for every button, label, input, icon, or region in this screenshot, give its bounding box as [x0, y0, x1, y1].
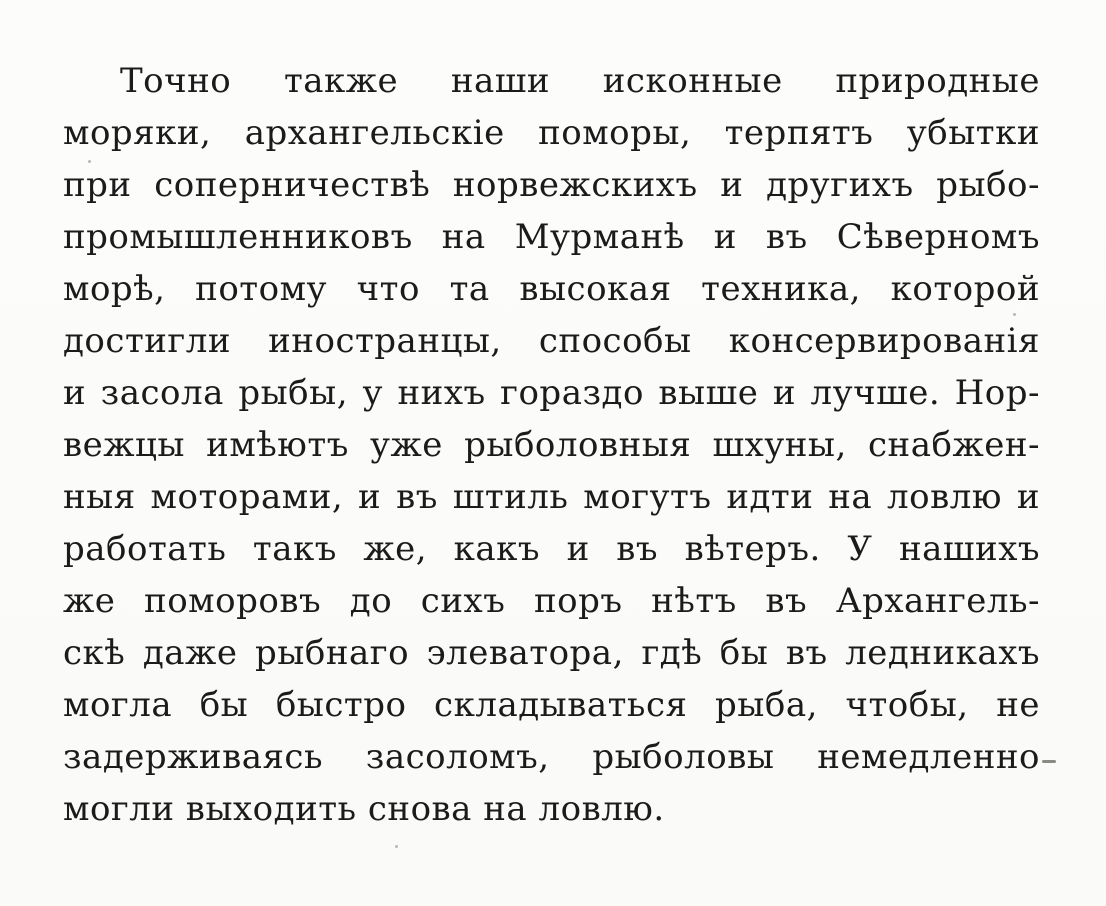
text-line: задерживаясь засоломъ, рыболовы немедленно [63, 737, 1040, 777]
scan-speck [395, 845, 398, 848]
text-line: и засола рыбы, у нихъ гораздо выше и лучше. Нор- [63, 373, 1040, 413]
text-line: моряки, архангельскіе поморы, терпятъ убытки [63, 113, 1040, 153]
scan-speck [88, 160, 91, 163]
text-line: при соперничествѣ норвежскихъ и другихъ рыбо- [63, 165, 1040, 205]
text-line: достигли иностранцы, способы консервированія [63, 321, 1040, 361]
text-line: скѣ даже рыбнаго элеватора, гдѣ бы въ ледникахъ [63, 633, 1040, 673]
text-line: морѣ, потому что та высокая техника, которой [63, 269, 1040, 309]
paragraph [63, 55, 1040, 835]
text-line: могли выходить снова на ловлю. [63, 789, 665, 829]
text-line: промышленниковъ на Мурманѣ и въ Сѣверномъ [63, 217, 1040, 257]
scan-speck [1013, 313, 1016, 316]
text-line: ныя моторами, и въ штиль могутъ идти на ловлю и [63, 477, 1040, 517]
text-line: вежцы имѣютъ уже рыболовныя шхуны, снабжен- [63, 425, 1040, 465]
text-line: же поморовъ до сихъ поръ нѣтъ въ Архангель- [63, 581, 1040, 621]
text-line: Точно также наши исконные природные [120, 61, 1040, 101]
text-line: работать такъ же, какъ и въ вѣтеръ. У нашихъ [63, 529, 1040, 569]
scan-speck [1042, 760, 1056, 763]
text-line: могла бы быстро складываться рыба, чтобы, не [63, 685, 1040, 725]
